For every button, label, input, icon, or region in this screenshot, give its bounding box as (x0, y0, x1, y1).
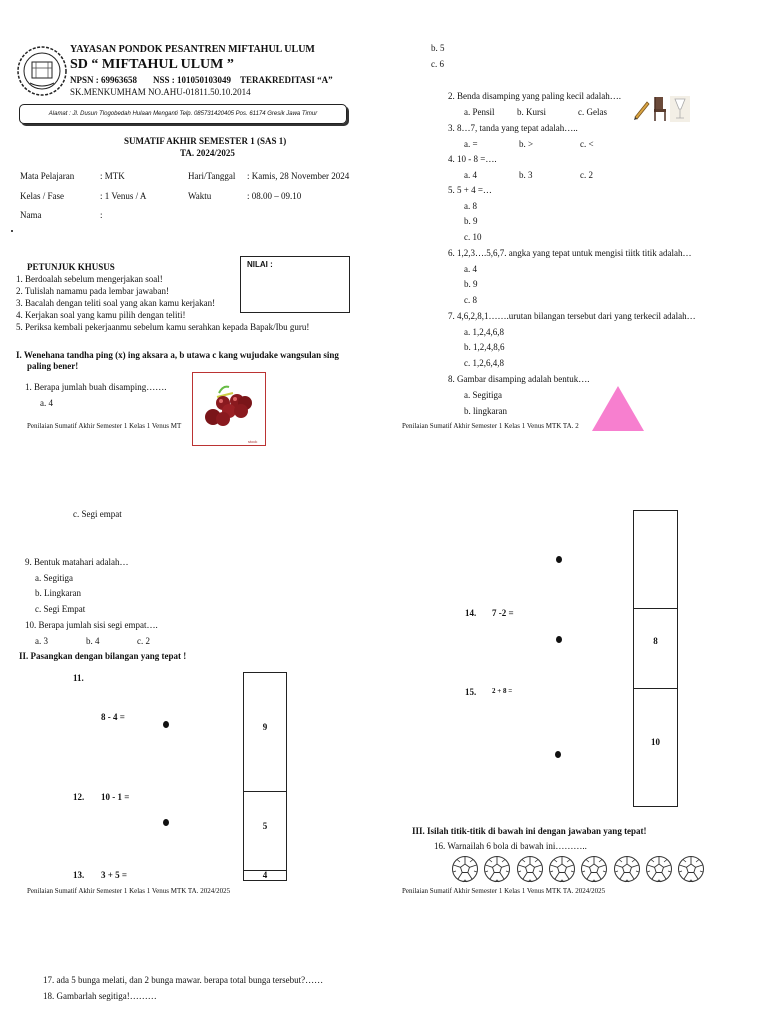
q1-option-c[interactable]: c. 6 (431, 59, 444, 69)
score-label: NILAI : (247, 260, 273, 269)
soccer-ball-icon[interactable] (548, 855, 576, 883)
q4-option-a[interactable]: a. 4 (464, 170, 477, 180)
q5-option-c[interactable]: c. 10 (464, 232, 482, 242)
q9-option-c[interactable]: c. Segi Empat (35, 604, 86, 614)
bullet-mark (11, 230, 13, 232)
soccer-ball-icon[interactable] (677, 855, 705, 883)
question-11-number: 11. (73, 673, 84, 683)
subject-label: Mata Pelajaran (20, 171, 75, 181)
score-box[interactable] (240, 256, 350, 313)
school-name: SD “ MIFTAHUL ULUM ” (70, 57, 234, 72)
sk-number: SK.MENKUMHAM NO.AHU-01811.50.10.2014 (70, 87, 251, 97)
pencil-icon (632, 98, 650, 120)
question-7: 7. 4,6,2,8,1…….urutan bilangan tersebut dari yang terkecil adalah… (448, 311, 696, 321)
answer-cell[interactable]: 5 (244, 791, 286, 871)
q2-option-a[interactable]: a. Pensil (464, 107, 495, 117)
instruction-item: 1. Berdoalah sebelum mengerjakan soal! (16, 274, 163, 284)
match-dot[interactable] (555, 751, 561, 758)
instruction-item: 2. Tulislah namamu pada lembar jawaban! (16, 286, 169, 296)
question-14-number: 14. (465, 608, 477, 618)
match-dot[interactable] (163, 721, 169, 728)
q7-option-b[interactable]: b. 1,2,4,8,6 (464, 342, 505, 352)
answer-cell[interactable] (634, 511, 677, 608)
question-17: 17. ada 5 bunga melati, dan 2 bunga mawar. berapa total bunga tersebut?…… (43, 975, 324, 985)
footer-page1: Penilaian Sumatif Akhir Semester 1 Kelas 1 Venus MT (27, 422, 182, 430)
soccer-ball-icon[interactable] (645, 855, 673, 883)
question-3: 3. 8…7, tanda yang tepat adalah….. (448, 123, 578, 133)
question-13-number: 13. (73, 870, 85, 880)
time-value: : 08.00 – 09.10 (247, 191, 302, 201)
question-6: 6. 1,2,3….5,6,7. angka yang tepat untuk mengisi tiitk titik adalah… (448, 248, 692, 258)
question-9: 9. Bentuk matahari adalah… (25, 557, 129, 567)
q9-option-b[interactable]: b. Lingkaran (35, 588, 81, 598)
date-value: : Kamis, 28 November 2024 (247, 171, 350, 181)
q3-option-c[interactable]: c. < (580, 139, 594, 149)
soccer-ball-icon[interactable] (451, 855, 479, 883)
question-15-number: 15. (465, 687, 477, 697)
instruction-item: 4. Kerjakan soal yang kamu pilih dengan teliti! (16, 310, 186, 320)
question-14: 7 -2 = (492, 608, 514, 618)
instruction-item: 3. Bacalah dengan teliti soal yang akan kamu kerjakan! (16, 298, 216, 308)
q10-option-b[interactable]: b. 4 (86, 636, 100, 646)
q8-option-c[interactable]: c. Segi empat (73, 509, 122, 519)
footer-page3: Penilaian Sumatif Akhir Semester 1 Kelas 1 Venus MTK TA. 2024/2025 (27, 887, 231, 895)
class-label: Kelas / Fase (20, 191, 64, 201)
q5-option-a[interactable]: a. 8 (464, 201, 477, 211)
question-5: 5. 5 + 4 =… (448, 185, 492, 195)
address-box: Alamat : Jl. Dusun Tlogobedah Hulaan Menganti Telp. 085731420405 Pos. 61174 Gresik Jawa Timur (19, 104, 347, 124)
footer-page2: Penilaian Sumatif Akhir Semester 1 Kelas 1 Venus MTK TA. 2 (402, 422, 579, 430)
q2-option-b[interactable]: b. Kursi (517, 107, 546, 117)
question-13: 3 + 5 = (101, 870, 128, 880)
accreditation: TERAKREDITASI “A” (240, 75, 333, 85)
q9-option-a[interactable]: a. Segitiga (35, 573, 73, 583)
section1-title-cont: paling bener! (27, 361, 79, 371)
q4-option-c[interactable]: c. 2 (580, 170, 593, 180)
grapes-image (192, 372, 266, 446)
name-value: : (100, 210, 103, 220)
q6-option-a[interactable]: a. 4 (464, 264, 477, 274)
q4-option-b[interactable]: b. 3 (519, 170, 533, 180)
q8-option-a[interactable]: a. Segitiga (464, 390, 502, 400)
svg-text:stock: stock (248, 439, 258, 444)
name-label: Nama (20, 210, 42, 220)
q3-option-b[interactable]: b. > (519, 139, 534, 149)
q7-option-a[interactable]: a. 1,2,4,6,8 (464, 327, 504, 337)
q1-option-b[interactable]: b. 5 (431, 43, 445, 53)
instruction-item: 5. Periksa kembali pekerjaanmu sebelum kamu serahkan kepada Bapak/Ibu guru! (16, 322, 310, 332)
q5-option-b[interactable]: b. 9 (464, 216, 478, 226)
answer-box-right (633, 510, 678, 807)
school-logo-icon (16, 45, 68, 97)
question-12: 10 - 1 = (101, 792, 130, 802)
exam-title: SUMATIF AKHIR SEMESTER 1 (SAS 1) (124, 136, 287, 146)
q6-option-c[interactable]: c. 8 (464, 295, 477, 305)
q10-option-c[interactable]: c. 2 (137, 636, 150, 646)
subject-value: : MTK (100, 171, 125, 181)
npsn: NPSN : 69963658 (70, 75, 137, 85)
time-label: Waktu (188, 191, 212, 201)
match-dot[interactable] (556, 636, 562, 643)
q3-option-a[interactable]: a. = (464, 139, 478, 149)
question-2: 2. Benda disamping yang paling kecil adalah…. (448, 91, 621, 101)
soccer-ball-icon[interactable] (580, 855, 608, 883)
footer-page4: Penilaian Sumatif Akhir Semester 1 Kelas 1 Venus MTK TA. 2024/2025 (402, 887, 606, 895)
answer-cell[interactable]: 10 (634, 688, 677, 807)
answer-cell[interactable]: 8 (634, 608, 677, 689)
foundation-name: YAYASAN PONDOK PESANTREN MIFTAHUL ULUM (70, 44, 315, 55)
question-15: 2 + 8 = (492, 687, 513, 695)
section3-title: III. Isilah titik-titik di bawah ini dengan jawaban yang tepat! (412, 826, 647, 836)
question-12-number: 12. (73, 792, 85, 802)
glass-icon (670, 96, 690, 122)
answer-box-left (243, 672, 287, 881)
match-dot[interactable] (163, 819, 169, 826)
question-11: 8 - 4 = (101, 712, 125, 722)
date-label: Hari/Tanggal (188, 171, 236, 181)
section2-title: II. Pasangkan dengan bilangan yang tepat ! (19, 651, 187, 661)
chair-icon (652, 96, 668, 122)
section1-title: I. Wenehana tandha ping (x) ing aksara a, b utawa c kang wujudake wangsulan sing (16, 350, 339, 360)
q7-option-c[interactable]: c. 1,2,6,4,8 (464, 358, 504, 368)
exam-year: TA. 2024/2025 (180, 148, 235, 158)
question-16: 16. Warnailah 6 bola di bawah ini……….. (434, 841, 587, 851)
soccer-ball-icon[interactable] (483, 855, 511, 883)
grapes-icon (193, 373, 265, 445)
question-1: 1. Berapa jumlah buah disamping……. (25, 382, 167, 392)
instructions-title: PETUNJUK KHUSUS (27, 262, 115, 272)
q10-option-a[interactable]: a. 3 (35, 636, 48, 646)
question-4: 4. 10 - 8 =…. (448, 154, 497, 164)
soccer-ball-icon[interactable] (613, 855, 641, 883)
nss: NSS : 101050103049 (153, 75, 232, 85)
question-8: 8. Gambar disamping adalah bentuk…. (448, 374, 590, 384)
answer-cell[interactable]: 4 (244, 870, 286, 881)
soccer-ball-icon[interactable] (516, 855, 544, 883)
triangle-icon (590, 384, 646, 432)
q2-option-c[interactable]: c. Gelas (578, 107, 607, 117)
answer-cell[interactable]: 9 (262, 722, 268, 732)
question-10: 10. Berapa jumlah sisi segi empat…. (25, 620, 158, 630)
match-dot[interactable] (556, 556, 562, 563)
q1-option-a[interactable]: a. 4 (40, 398, 53, 408)
question-18: 18. Gambarlah segitiga!……… (43, 991, 157, 1001)
q6-option-b[interactable]: b. 9 (464, 279, 478, 289)
class-value: : 1 Venus / A (100, 191, 147, 201)
q8-option-b[interactable]: b. lingkaran (464, 406, 507, 416)
